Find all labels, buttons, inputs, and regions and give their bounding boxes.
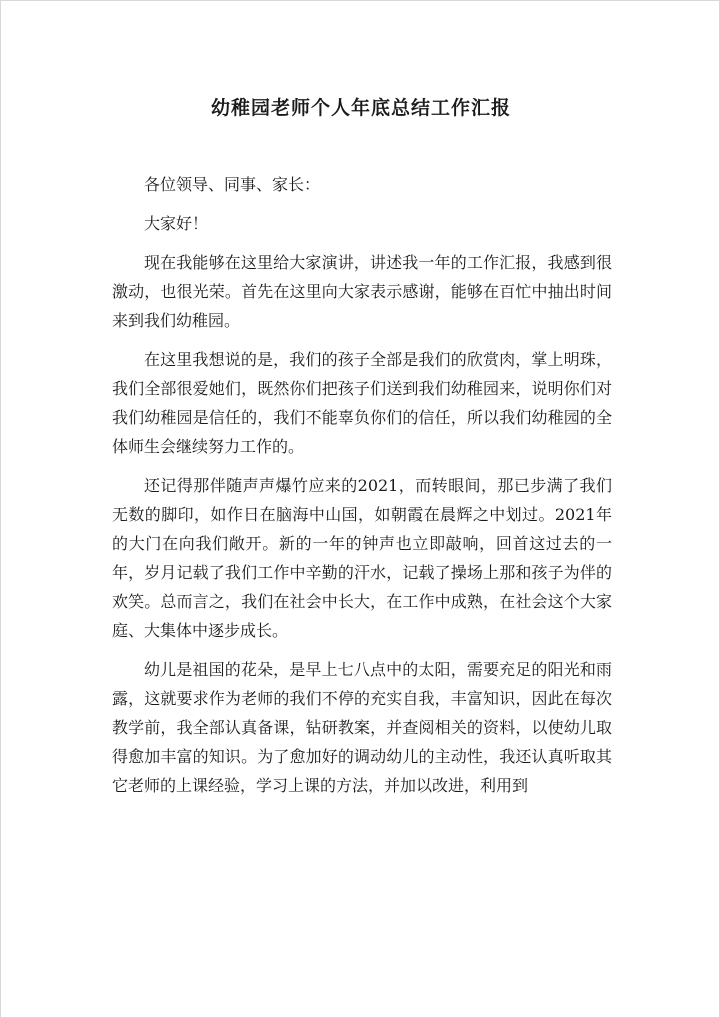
greeting-paragraph: 大家好！ bbox=[144, 214, 209, 233]
body-paragraph: 还记得那伴随声声爆竹应来的2021，而转眼间，那已步满了我们无数的脚印，如作日在脑海中山国，如朝霞在晨辉之中划过。2021年的大门在向我们敞开。新的一年的钟声也立即敲响，回首这过去的一年，岁月记载了我们工作中辛勤的汗水，记载了操场上那和孩子为伴的欢笑。总而言之，我们在社会中长大，在工作中成熟，在社会这个大家庭、大集体中逐步成长。 bbox=[112, 476, 612, 640]
body-paragraph: 幼儿是祖国的花朵，是早上七八点中的太阳，需要充足的阳光和雨露，这就要求作为老师的我们不停的充实自我，丰富知识，因此在每次教学前，我全部认真备课，钻研教案，并查阅相关的资料，以使幼儿取得愈加丰富的知识。为了愈加好的调动幼儿的主动性，我还认真听取其它老师的上课经验，学习上课的方法，并加以改进，利用到 bbox=[112, 660, 612, 795]
body-paragraph: 在这里我想说的是，我们的孩子全部是我们的欣赏肉，掌上明珠，我们全部很爱她们，既然你们把孩子们送到我们幼稚园来，说明你们对我们幼稚园是信任的，我们不能辜负你们的信任，所以我们幼稚园的全体师生会继续努力工作的。 bbox=[112, 350, 612, 456]
salutation-paragraph: 各位领导、同事、家长： bbox=[144, 175, 321, 194]
document-title: 幼稚园老师个人年底总结工作汇报 bbox=[210, 97, 511, 119]
document-body bbox=[112, 170, 612, 810]
body-paragraph: 现在我能够在这里给大家演讲，讲述我一年的工作汇报，我感到很激动，也很光荣。首先在这里向大家表示感谢，能够在百忙中抽出时间来到我们幼稚园。 bbox=[112, 253, 612, 330]
